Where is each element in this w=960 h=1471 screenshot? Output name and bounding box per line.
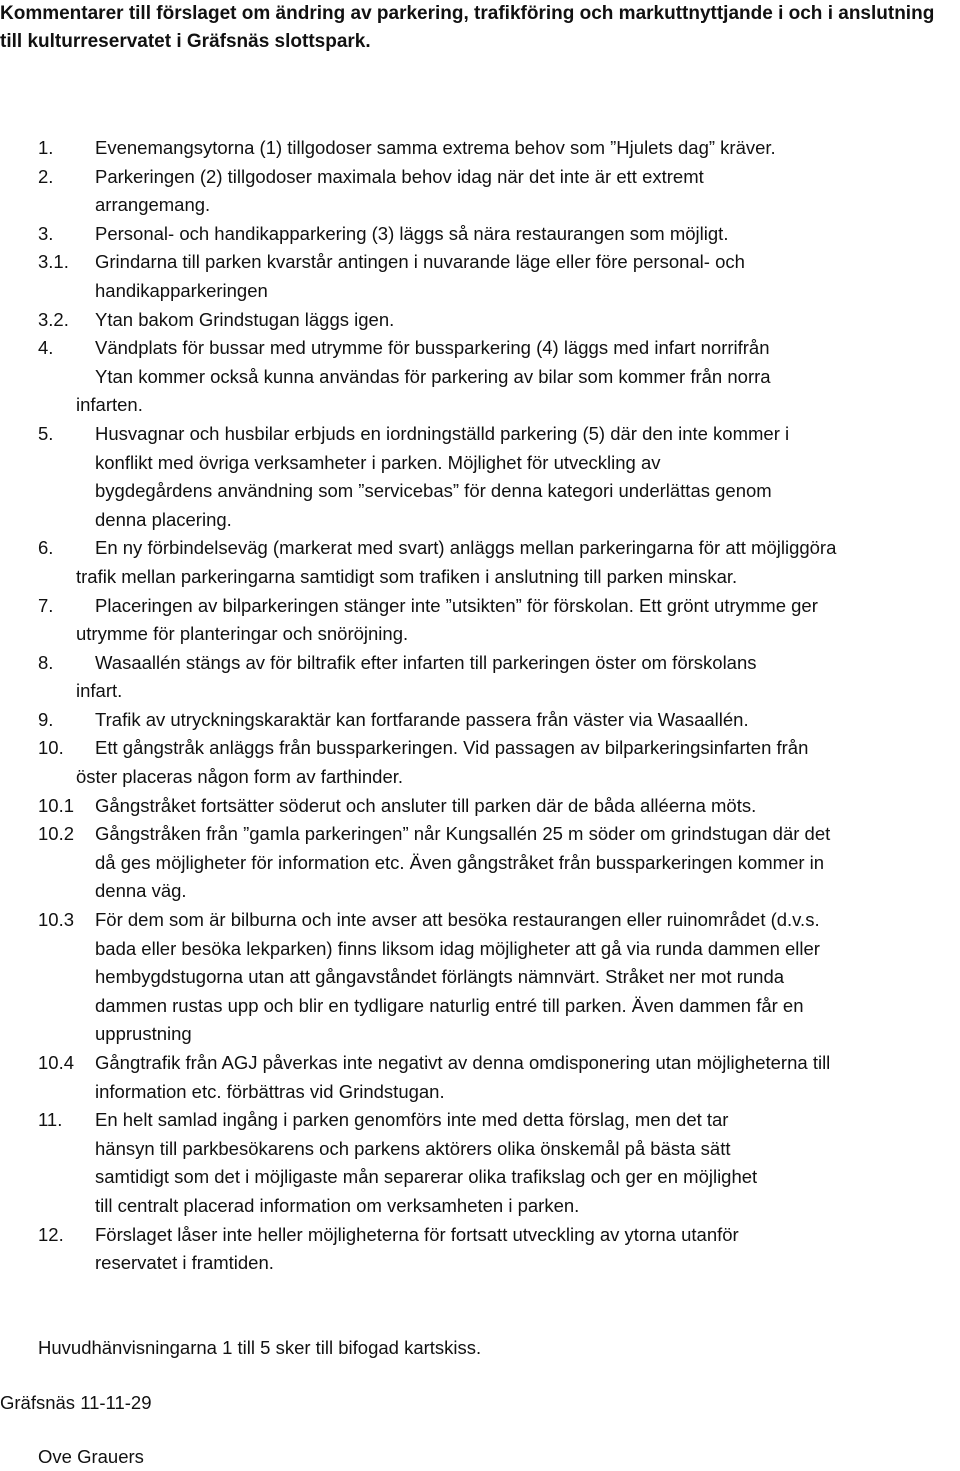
list-item-number: 5.	[38, 422, 54, 444]
list-item-text	[38, 792, 958, 821]
list-item	[38, 420, 958, 534]
text-line: bygdegårdens användning som ”servicebas” för denna kategori underlättas genom	[95, 480, 772, 502]
list-item-text	[38, 734, 958, 791]
text-line: Wasaallén stängs av för biltrafik efter infarten till parkeringen öster om förskolans	[95, 651, 757, 673]
text-line: till centralt placerad information om verksamheten i parken.	[95, 1194, 580, 1216]
list-item-text	[38, 420, 958, 534]
list-item-number: 10.3	[38, 909, 75, 931]
list-item-number: 4.	[38, 337, 54, 359]
list-item-number: 2.	[38, 165, 54, 187]
text-line: Ett gångstråk anläggs från bussparkeringen. Vid passagen av bilparkeringsinfarten från	[95, 737, 809, 759]
text-line: Gångstråket fortsätter söderut och ansluter till parken där de båda alléerna möts.	[95, 794, 757, 816]
text-line: Personal- och handikapparkering (3) läggs så nära restaurangen som möjligt.	[95, 222, 729, 244]
list-item	[38, 163, 958, 220]
list-item	[38, 1221, 958, 1278]
text-line: En helt samlad ingång i parken genomförs inte med detta förslag, men det tar	[95, 1109, 729, 1131]
list-item-number: 7.	[38, 594, 54, 616]
text-line: arrangemang.	[95, 194, 211, 216]
list-item-text	[38, 306, 958, 335]
text-line: utrymme för planteringar och snöröjning.	[76, 623, 409, 645]
list-item-number: 11.	[38, 1109, 63, 1131]
text-line: Gångstråken från ”gamla parkeringen” når Kungsallén 25 m söder om grindstugan där det	[95, 823, 831, 845]
list-item	[38, 306, 958, 335]
text-line: upprustning	[95, 1023, 192, 1045]
text-line: Placeringen av bilparkeringen stänger inte ”utsikten” för förskolan. Ett grönt utrymme ger	[95, 594, 818, 616]
text-line: Husvagnar och husbilar erbjuds en iordningställd parkering (5) där den inte kommer i	[95, 422, 790, 444]
list-item	[38, 649, 958, 706]
list-item	[38, 792, 958, 821]
list-item-text	[38, 334, 958, 420]
text-line: Trafik av utryckningskaraktär kan fortfarande passera från väster via Wasaallén.	[95, 708, 749, 730]
text-line: denna placering.	[95, 508, 232, 530]
list-item-text	[38, 220, 958, 249]
list-item-number: 12.	[38, 1223, 64, 1245]
list-item	[38, 734, 958, 791]
list-item-text	[38, 163, 958, 220]
text-line: dammen rustas upp och blir en tydligare naturlig entré till parken. Även dammen får en	[95, 994, 804, 1016]
numbered-list	[38, 134, 958, 1278]
text-line: denna väg.	[95, 880, 187, 902]
list-item-number: 9.	[38, 708, 54, 730]
text-line: Evenemangsytorna (1) tillgodoser samma extrema behov som ”Hjulets dag” kräver.	[95, 137, 776, 158]
text-line: handikapparkeringen	[95, 279, 268, 301]
list-item-text	[38, 1106, 958, 1220]
text-line: bada eller besöka lekparken) finns liksom idag möjligheter att gå via runda dammen eller	[95, 937, 820, 959]
list-item-number: 10.1	[38, 794, 75, 816]
list-item-number: 3.2.	[38, 308, 69, 330]
list-item-text	[38, 592, 958, 649]
list-item-number: 8.	[38, 651, 54, 673]
text-line: då ges möjligheter för information etc. Även gångstråket från bussparkeringen kommer in	[95, 851, 825, 873]
list-item	[38, 820, 958, 906]
list-item	[38, 334, 958, 420]
list-item-number: 6.	[38, 537, 54, 559]
text-line: Förslaget låser inte heller möjligheterna för fortsatt utveckling av ytorna utanför	[95, 1223, 739, 1245]
text-line: Ytan kommer också kunna användas för parkering av bilar som kommer från norra	[95, 365, 771, 387]
list-item-number: 3.1.	[38, 251, 69, 273]
author-name: Ove Grauers	[38, 1446, 144, 1467]
text-line: Gångtrafik från AGJ påverkas inte negativt av denna omdisponering utan möjligheterna till	[95, 1052, 831, 1073]
list-item-text	[38, 820, 958, 906]
list-item-text	[38, 706, 958, 735]
text-line: infarten.	[76, 394, 143, 416]
list-item-text	[38, 134, 958, 163]
text-line: öster placeras någon form av farthinder.	[76, 766, 404, 788]
list-item	[38, 706, 958, 735]
list-item-text	[38, 248, 958, 305]
list-item	[38, 220, 958, 249]
footer-note: Huvudhänvisningarna 1 till 5 sker till bifogad kartskiss.	[38, 1337, 482, 1358]
text-line: Ytan bakom Grindstugan läggs igen.	[95, 308, 395, 330]
list-item-text	[38, 534, 958, 591]
list-item-number: 10.2	[38, 823, 75, 845]
list-item-text	[38, 1221, 958, 1278]
text-line: samtidigt som det i möjligaste mån separerar olika trafikslag och ger en möjlighet	[95, 1166, 758, 1188]
list-item	[38, 906, 958, 1049]
list-item	[38, 534, 958, 591]
list-item-text	[38, 1049, 958, 1106]
list-item	[38, 248, 958, 305]
text-line: Parkeringen (2) tillgodoser maximala behov idag när det inte är ett extremt	[95, 165, 704, 187]
document-date: Gräfsnäs 11-11-29	[0, 1392, 152, 1413]
list-item-number: 10.4	[38, 1052, 75, 1073]
text-line: Vändplats för bussar med utrymme för bussparkering (4) läggs med infart norrifrån	[95, 337, 770, 359]
list-item	[38, 1106, 958, 1220]
text-line: En ny förbindelseväg (markerat med svart) anläggs mellan parkeringarna för att möjliggöra	[95, 537, 837, 559]
list-item	[38, 592, 958, 649]
list-item-text	[38, 649, 958, 706]
text-line: För dem som är bilburna och inte avser att besöka restaurangen eller ruinområdet (d.v.s.	[95, 909, 820, 931]
text-line: hembygdstugorna utan att gångavståndet förlängts nämnvärt. Stråket ner mot runda	[95, 966, 785, 988]
list-item	[38, 1049, 958, 1106]
text-line: hänsyn till parkbesökarens och parkens aktörers olika önskemål på bästa sätt	[95, 1137, 731, 1159]
text-line: Grindarna till parken kvarstår antingen i nuvarande läge eller före personal- och	[95, 251, 745, 273]
text-line: reservatet i framtiden.	[95, 1252, 274, 1274]
list-item-text	[38, 906, 958, 1049]
text-line: information etc. förbättras vid Grindstugan.	[95, 1080, 445, 1102]
text-line: infart.	[76, 680, 123, 702]
list-item-number: 3.	[38, 222, 54, 244]
text-line: konflikt med övriga verksamheter i parken. Möjlighet för utveckling av	[95, 451, 661, 473]
list-item-number: 10.	[38, 737, 64, 759]
list-item-number: 1.	[38, 137, 54, 158]
list-item	[38, 134, 958, 163]
text-line: trafik mellan parkeringarna samtidigt som trafiken i anslutning till parken minskar.	[76, 565, 738, 587]
document-title: Kommentarer till förslaget om ändring av parkering, trafikföring och markuttnyttjande i och i anslutning till kulturreservatet i Gräfsnäs slottspark.	[0, 3, 935, 52]
